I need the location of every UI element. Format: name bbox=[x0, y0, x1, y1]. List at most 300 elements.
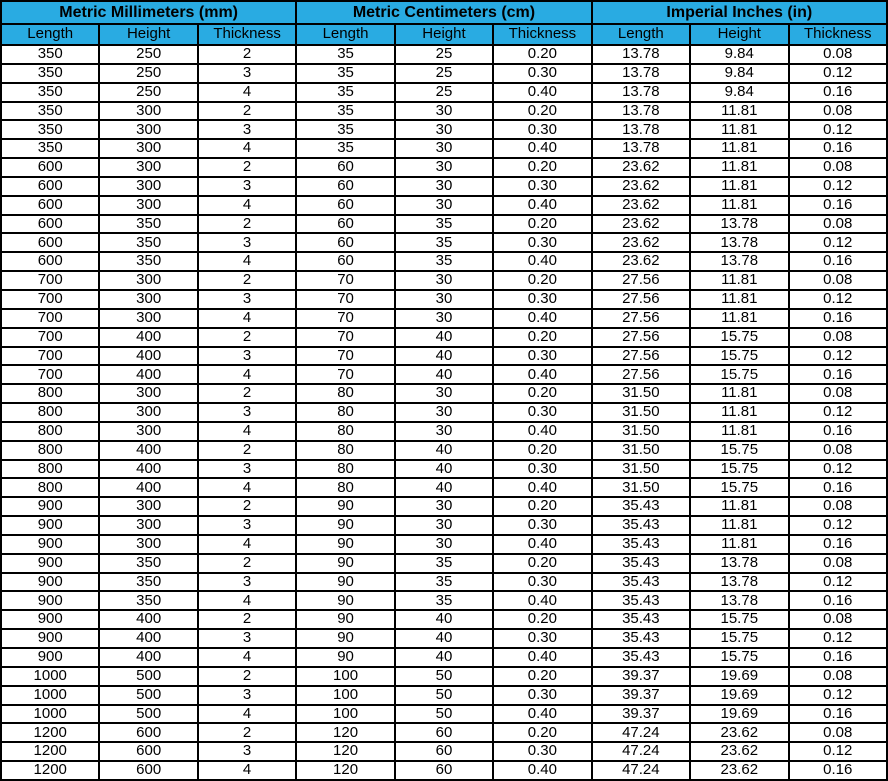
cell-mm-height: 300 bbox=[99, 422, 197, 441]
cell-in-height: 11.81 bbox=[690, 102, 788, 121]
cell-cm-thickness: 0.40 bbox=[493, 761, 591, 780]
cell-mm-length: 700 bbox=[1, 347, 99, 366]
cell-in-length: 13.78 bbox=[592, 139, 690, 158]
cell-mm-height: 250 bbox=[99, 64, 197, 83]
cell-in-thickness: 0.16 bbox=[789, 139, 888, 158]
cell-cm-height: 30 bbox=[395, 158, 493, 177]
cell-in-length: 31.50 bbox=[592, 403, 690, 422]
cell-in-thickness: 0.16 bbox=[789, 83, 888, 102]
table-row bbox=[1, 648, 887, 667]
cell-cm-thickness: 0.20 bbox=[493, 723, 591, 742]
cell-cm-thickness: 0.20 bbox=[493, 328, 591, 347]
cell-in-length: 27.56 bbox=[592, 271, 690, 290]
table-row bbox=[1, 723, 887, 742]
cell-mm-height: 500 bbox=[99, 705, 197, 724]
cell-mm-thickness: 4 bbox=[198, 422, 296, 441]
cell-in-thickness: 0.08 bbox=[789, 441, 888, 460]
cell-in-length: 35.43 bbox=[592, 573, 690, 592]
cell-in-thickness: 0.16 bbox=[789, 309, 888, 328]
cell-in-thickness: 0.12 bbox=[789, 64, 888, 83]
cell-cm-length: 60 bbox=[296, 215, 394, 234]
table-row bbox=[1, 347, 887, 366]
table-row bbox=[1, 83, 887, 102]
column-header-in-height: Height bbox=[690, 24, 788, 45]
cell-cm-length: 70 bbox=[296, 309, 394, 328]
cell-in-thickness: 0.12 bbox=[789, 290, 888, 309]
cell-cm-thickness: 0.30 bbox=[493, 233, 591, 252]
cell-cm-length: 90 bbox=[296, 535, 394, 554]
cell-mm-length: 900 bbox=[1, 535, 99, 554]
column-header-in-thickness: Thickness bbox=[789, 24, 888, 45]
cell-cm-thickness: 0.40 bbox=[493, 309, 591, 328]
cell-in-height: 11.81 bbox=[690, 309, 788, 328]
cell-cm-length: 90 bbox=[296, 591, 394, 610]
cell-in-thickness: 0.16 bbox=[789, 705, 888, 724]
cell-mm-length: 600 bbox=[1, 233, 99, 252]
cell-mm-height: 300 bbox=[99, 158, 197, 177]
cell-mm-thickness: 2 bbox=[198, 328, 296, 347]
table-row bbox=[1, 422, 887, 441]
cell-in-thickness: 0.08 bbox=[789, 271, 888, 290]
cell-cm-length: 80 bbox=[296, 460, 394, 479]
cell-in-thickness: 0.12 bbox=[789, 516, 888, 535]
cell-cm-height: 30 bbox=[395, 403, 493, 422]
cell-cm-length: 70 bbox=[296, 271, 394, 290]
cell-mm-length: 1200 bbox=[1, 723, 99, 742]
cell-cm-length: 90 bbox=[296, 629, 394, 648]
cell-cm-length: 35 bbox=[296, 64, 394, 83]
cell-cm-thickness: 0.30 bbox=[493, 177, 591, 196]
cell-in-length: 31.50 bbox=[592, 441, 690, 460]
cell-mm-height: 300 bbox=[99, 516, 197, 535]
group-header-metric-mm: Metric Millimeters (mm) bbox=[1, 1, 296, 24]
cell-in-height: 13.78 bbox=[690, 233, 788, 252]
cell-in-thickness: 0.16 bbox=[789, 422, 888, 441]
table-row bbox=[1, 196, 887, 215]
cell-in-thickness: 0.12 bbox=[789, 347, 888, 366]
table-row bbox=[1, 591, 887, 610]
cell-in-height: 23.62 bbox=[690, 761, 788, 780]
cell-cm-thickness: 0.30 bbox=[493, 686, 591, 705]
cell-cm-height: 50 bbox=[395, 667, 493, 686]
table-row bbox=[1, 554, 887, 573]
cell-mm-thickness: 3 bbox=[198, 629, 296, 648]
table-row bbox=[1, 742, 887, 761]
cell-mm-height: 400 bbox=[99, 365, 197, 384]
group-header-row bbox=[1, 1, 887, 24]
cell-cm-length: 90 bbox=[296, 497, 394, 516]
cell-mm-thickness: 2 bbox=[198, 271, 296, 290]
cell-cm-thickness: 0.20 bbox=[493, 497, 591, 516]
cell-in-thickness: 0.12 bbox=[789, 177, 888, 196]
cell-cm-length: 70 bbox=[296, 347, 394, 366]
cell-cm-length: 100 bbox=[296, 705, 394, 724]
table-row bbox=[1, 686, 887, 705]
cell-cm-height: 40 bbox=[395, 365, 493, 384]
cell-in-thickness: 0.12 bbox=[789, 686, 888, 705]
group-header-imperial-in: Imperial Inches (in) bbox=[592, 1, 887, 24]
cell-in-height: 11.81 bbox=[690, 290, 788, 309]
cell-mm-thickness: 2 bbox=[198, 554, 296, 573]
cell-cm-height: 30 bbox=[395, 139, 493, 158]
cell-in-thickness: 0.12 bbox=[789, 120, 888, 139]
cell-mm-length: 1200 bbox=[1, 761, 99, 780]
cell-in-length: 31.50 bbox=[592, 478, 690, 497]
cell-in-thickness: 0.12 bbox=[789, 742, 888, 761]
cell-cm-thickness: 0.40 bbox=[493, 196, 591, 215]
cell-in-height: 15.75 bbox=[690, 365, 788, 384]
cell-cm-height: 30 bbox=[395, 120, 493, 139]
cell-mm-length: 350 bbox=[1, 139, 99, 158]
cell-in-length: 35.43 bbox=[592, 516, 690, 535]
cell-cm-thickness: 0.20 bbox=[493, 271, 591, 290]
cell-in-height: 13.78 bbox=[690, 215, 788, 234]
cell-mm-thickness: 4 bbox=[198, 139, 296, 158]
cell-mm-thickness: 3 bbox=[198, 347, 296, 366]
cell-in-thickness: 0.16 bbox=[789, 365, 888, 384]
cell-mm-height: 350 bbox=[99, 573, 197, 592]
cell-cm-height: 25 bbox=[395, 64, 493, 83]
cell-mm-thickness: 3 bbox=[198, 233, 296, 252]
cell-mm-length: 700 bbox=[1, 290, 99, 309]
table-row bbox=[1, 629, 887, 648]
cell-mm-thickness: 4 bbox=[198, 591, 296, 610]
cell-mm-length: 350 bbox=[1, 102, 99, 121]
cell-in-height: 11.81 bbox=[690, 120, 788, 139]
cell-mm-thickness: 3 bbox=[198, 290, 296, 309]
cell-in-length: 39.37 bbox=[592, 667, 690, 686]
cell-in-length: 39.37 bbox=[592, 686, 690, 705]
cell-mm-length: 900 bbox=[1, 554, 99, 573]
cell-mm-thickness: 3 bbox=[198, 64, 296, 83]
cell-mm-length: 900 bbox=[1, 648, 99, 667]
cell-in-length: 31.50 bbox=[592, 460, 690, 479]
table-row bbox=[1, 705, 887, 724]
table-row bbox=[1, 271, 887, 290]
cell-cm-length: 80 bbox=[296, 478, 394, 497]
cell-in-length: 23.62 bbox=[592, 252, 690, 271]
cell-cm-length: 90 bbox=[296, 610, 394, 629]
cell-cm-length: 60 bbox=[296, 158, 394, 177]
cell-cm-height: 30 bbox=[395, 384, 493, 403]
cell-mm-height: 400 bbox=[99, 441, 197, 460]
cell-cm-thickness: 0.20 bbox=[493, 554, 591, 573]
cell-cm-height: 35 bbox=[395, 591, 493, 610]
cell-cm-length: 70 bbox=[296, 365, 394, 384]
cell-mm-thickness: 4 bbox=[198, 761, 296, 780]
cell-cm-length: 120 bbox=[296, 761, 394, 780]
cell-in-thickness: 0.08 bbox=[789, 215, 888, 234]
cell-cm-thickness: 0.30 bbox=[493, 347, 591, 366]
cell-in-height: 19.69 bbox=[690, 705, 788, 724]
cell-mm-height: 300 bbox=[99, 403, 197, 422]
cell-cm-height: 40 bbox=[395, 648, 493, 667]
cell-cm-height: 50 bbox=[395, 686, 493, 705]
cell-in-thickness: 0.16 bbox=[789, 252, 888, 271]
cell-in-height: 11.81 bbox=[690, 516, 788, 535]
cell-in-length: 47.24 bbox=[592, 742, 690, 761]
cell-in-length: 35.43 bbox=[592, 591, 690, 610]
cell-cm-length: 35 bbox=[296, 139, 394, 158]
cell-in-thickness: 0.16 bbox=[789, 591, 888, 610]
cell-cm-height: 60 bbox=[395, 742, 493, 761]
cell-cm-length: 120 bbox=[296, 742, 394, 761]
cell-cm-thickness: 0.20 bbox=[493, 215, 591, 234]
cell-cm-length: 120 bbox=[296, 723, 394, 742]
cell-in-height: 15.75 bbox=[690, 648, 788, 667]
cell-mm-length: 800 bbox=[1, 460, 99, 479]
cell-cm-thickness: 0.40 bbox=[493, 591, 591, 610]
cell-cm-height: 30 bbox=[395, 535, 493, 554]
cell-mm-height: 350 bbox=[99, 591, 197, 610]
cell-in-length: 13.78 bbox=[592, 64, 690, 83]
table-row bbox=[1, 328, 887, 347]
cell-cm-thickness: 0.20 bbox=[493, 45, 591, 64]
cell-mm-length: 900 bbox=[1, 610, 99, 629]
cell-cm-height: 60 bbox=[395, 723, 493, 742]
column-header-mm-height: Height bbox=[99, 24, 197, 45]
table-row bbox=[1, 535, 887, 554]
cell-mm-thickness: 2 bbox=[198, 45, 296, 64]
cell-mm-length: 800 bbox=[1, 384, 99, 403]
cell-in-length: 35.43 bbox=[592, 629, 690, 648]
cell-in-thickness: 0.12 bbox=[789, 403, 888, 422]
cell-cm-height: 30 bbox=[395, 196, 493, 215]
cell-cm-length: 90 bbox=[296, 648, 394, 667]
cell-cm-height: 30 bbox=[395, 497, 493, 516]
cell-in-thickness: 0.08 bbox=[789, 610, 888, 629]
cell-cm-height: 40 bbox=[395, 629, 493, 648]
cell-mm-height: 300 bbox=[99, 309, 197, 328]
cell-cm-thickness: 0.30 bbox=[493, 629, 591, 648]
cell-cm-thickness: 0.40 bbox=[493, 83, 591, 102]
cell-mm-thickness: 2 bbox=[198, 667, 296, 686]
cell-in-length: 27.56 bbox=[592, 309, 690, 328]
cell-cm-thickness: 0.30 bbox=[493, 290, 591, 309]
cell-in-length: 35.43 bbox=[592, 554, 690, 573]
cell-cm-thickness: 0.30 bbox=[493, 403, 591, 422]
cell-in-height: 19.69 bbox=[690, 686, 788, 705]
cell-mm-length: 800 bbox=[1, 422, 99, 441]
table-row bbox=[1, 384, 887, 403]
cell-in-thickness: 0.08 bbox=[789, 102, 888, 121]
cell-in-height: 11.81 bbox=[690, 384, 788, 403]
cell-mm-length: 700 bbox=[1, 365, 99, 384]
cell-mm-thickness: 3 bbox=[198, 460, 296, 479]
cell-cm-thickness: 0.20 bbox=[493, 441, 591, 460]
cell-mm-height: 250 bbox=[99, 45, 197, 64]
cell-cm-height: 60 bbox=[395, 761, 493, 780]
cell-in-height: 13.78 bbox=[690, 591, 788, 610]
cell-cm-length: 90 bbox=[296, 554, 394, 573]
cell-in-length: 13.78 bbox=[592, 83, 690, 102]
cell-cm-length: 60 bbox=[296, 177, 394, 196]
cell-mm-thickness: 2 bbox=[198, 384, 296, 403]
cell-cm-thickness: 0.20 bbox=[493, 102, 591, 121]
cell-in-length: 31.50 bbox=[592, 384, 690, 403]
cell-cm-thickness: 0.40 bbox=[493, 365, 591, 384]
cell-cm-thickness: 0.30 bbox=[493, 460, 591, 479]
cell-in-length: 27.56 bbox=[592, 328, 690, 347]
column-header-cm-thickness: Thickness bbox=[493, 24, 591, 45]
cell-mm-height: 300 bbox=[99, 139, 197, 158]
cell-in-height: 9.84 bbox=[690, 83, 788, 102]
cell-cm-length: 70 bbox=[296, 328, 394, 347]
cell-cm-thickness: 0.20 bbox=[493, 384, 591, 403]
cell-mm-thickness: 4 bbox=[198, 365, 296, 384]
cell-mm-length: 1200 bbox=[1, 742, 99, 761]
cell-in-length: 31.50 bbox=[592, 422, 690, 441]
cell-mm-height: 350 bbox=[99, 233, 197, 252]
cell-in-height: 15.75 bbox=[690, 441, 788, 460]
cell-mm-thickness: 4 bbox=[198, 648, 296, 667]
cell-in-length: 27.56 bbox=[592, 347, 690, 366]
table-row bbox=[1, 252, 887, 271]
cell-mm-length: 900 bbox=[1, 497, 99, 516]
cell-cm-height: 35 bbox=[395, 233, 493, 252]
cell-in-thickness: 0.12 bbox=[789, 629, 888, 648]
cell-mm-length: 600 bbox=[1, 215, 99, 234]
cell-in-height: 11.81 bbox=[690, 196, 788, 215]
cell-in-height: 15.75 bbox=[690, 629, 788, 648]
table-row bbox=[1, 45, 887, 64]
cell-mm-height: 400 bbox=[99, 629, 197, 648]
cell-mm-length: 900 bbox=[1, 629, 99, 648]
table-row bbox=[1, 460, 887, 479]
cell-cm-thickness: 0.30 bbox=[493, 516, 591, 535]
cell-mm-height: 500 bbox=[99, 667, 197, 686]
cell-mm-height: 350 bbox=[99, 215, 197, 234]
cell-mm-height: 350 bbox=[99, 252, 197, 271]
cell-mm-height: 300 bbox=[99, 177, 197, 196]
cell-mm-length: 900 bbox=[1, 516, 99, 535]
cell-in-height: 15.75 bbox=[690, 610, 788, 629]
cell-mm-height: 400 bbox=[99, 478, 197, 497]
cell-cm-length: 80 bbox=[296, 403, 394, 422]
table-row bbox=[1, 120, 887, 139]
cell-mm-thickness: 3 bbox=[198, 516, 296, 535]
cell-in-thickness: 0.12 bbox=[789, 573, 888, 592]
table-row bbox=[1, 365, 887, 384]
cell-in-height: 11.81 bbox=[690, 139, 788, 158]
cell-cm-thickness: 0.30 bbox=[493, 742, 591, 761]
cell-mm-thickness: 2 bbox=[198, 158, 296, 177]
table-row bbox=[1, 177, 887, 196]
cell-in-thickness: 0.08 bbox=[789, 667, 888, 686]
cell-cm-thickness: 0.40 bbox=[493, 705, 591, 724]
cell-in-length: 13.78 bbox=[592, 45, 690, 64]
cell-cm-length: 35 bbox=[296, 120, 394, 139]
cell-cm-height: 25 bbox=[395, 45, 493, 64]
cell-in-thickness: 0.08 bbox=[789, 497, 888, 516]
cell-mm-height: 400 bbox=[99, 648, 197, 667]
cell-cm-length: 35 bbox=[296, 45, 394, 64]
table-row bbox=[1, 403, 887, 422]
cell-in-height: 11.81 bbox=[690, 403, 788, 422]
table-row bbox=[1, 309, 887, 328]
cell-cm-length: 70 bbox=[296, 290, 394, 309]
cell-in-height: 13.78 bbox=[690, 573, 788, 592]
cell-in-height: 11.81 bbox=[690, 177, 788, 196]
cell-mm-thickness: 3 bbox=[198, 403, 296, 422]
cell-mm-length: 700 bbox=[1, 271, 99, 290]
column-header-in-length: Length bbox=[592, 24, 690, 45]
cell-cm-length: 80 bbox=[296, 441, 394, 460]
cell-in-height: 11.81 bbox=[690, 158, 788, 177]
column-header-mm-length: Length bbox=[1, 24, 99, 45]
table-row bbox=[1, 290, 887, 309]
cell-in-thickness: 0.08 bbox=[789, 328, 888, 347]
cell-in-length: 47.24 bbox=[592, 761, 690, 780]
cell-mm-thickness: 2 bbox=[198, 441, 296, 460]
cell-in-length: 23.62 bbox=[592, 177, 690, 196]
column-header-row bbox=[1, 24, 887, 45]
table-row bbox=[1, 667, 887, 686]
cell-in-thickness: 0.12 bbox=[789, 233, 888, 252]
table-body bbox=[1, 45, 887, 780]
cell-cm-height: 30 bbox=[395, 309, 493, 328]
cell-mm-height: 300 bbox=[99, 290, 197, 309]
cell-mm-thickness: 4 bbox=[198, 535, 296, 554]
cell-in-height: 15.75 bbox=[690, 460, 788, 479]
cell-in-length: 23.62 bbox=[592, 196, 690, 215]
cell-in-thickness: 0.08 bbox=[789, 554, 888, 573]
cell-mm-thickness: 3 bbox=[198, 742, 296, 761]
cell-cm-height: 30 bbox=[395, 422, 493, 441]
cell-mm-height: 300 bbox=[99, 384, 197, 403]
cell-cm-thickness: 0.20 bbox=[493, 158, 591, 177]
cell-in-thickness: 0.08 bbox=[789, 45, 888, 64]
cell-mm-length: 900 bbox=[1, 591, 99, 610]
cell-cm-height: 25 bbox=[395, 83, 493, 102]
cell-in-thickness: 0.08 bbox=[789, 384, 888, 403]
cell-cm-height: 35 bbox=[395, 554, 493, 573]
cell-mm-thickness: 2 bbox=[198, 723, 296, 742]
cell-mm-height: 300 bbox=[99, 535, 197, 554]
cell-mm-thickness: 4 bbox=[198, 705, 296, 724]
cell-in-height: 13.78 bbox=[690, 554, 788, 573]
cell-in-height: 11.81 bbox=[690, 422, 788, 441]
cell-mm-length: 600 bbox=[1, 252, 99, 271]
cell-cm-length: 60 bbox=[296, 252, 394, 271]
cell-mm-height: 350 bbox=[99, 554, 197, 573]
cell-mm-length: 350 bbox=[1, 45, 99, 64]
cell-in-thickness: 0.16 bbox=[789, 196, 888, 215]
cell-mm-thickness: 3 bbox=[198, 573, 296, 592]
cell-mm-thickness: 3 bbox=[198, 120, 296, 139]
cell-in-thickness: 0.12 bbox=[789, 460, 888, 479]
cell-cm-length: 35 bbox=[296, 102, 394, 121]
cell-cm-length: 90 bbox=[296, 573, 394, 592]
table-row bbox=[1, 497, 887, 516]
cell-cm-length: 60 bbox=[296, 196, 394, 215]
cell-cm-thickness: 0.40 bbox=[493, 252, 591, 271]
cell-mm-length: 600 bbox=[1, 177, 99, 196]
cell-in-length: 23.62 bbox=[592, 233, 690, 252]
cell-cm-length: 80 bbox=[296, 384, 394, 403]
cell-in-length: 35.43 bbox=[592, 648, 690, 667]
cell-cm-height: 30 bbox=[395, 177, 493, 196]
cell-cm-length: 35 bbox=[296, 83, 394, 102]
cell-cm-thickness: 0.30 bbox=[493, 573, 591, 592]
cell-mm-thickness: 2 bbox=[198, 610, 296, 629]
cell-in-height: 11.81 bbox=[690, 271, 788, 290]
cell-in-length: 23.62 bbox=[592, 215, 690, 234]
cell-cm-height: 35 bbox=[395, 573, 493, 592]
group-header-metric-cm: Metric Centimeters (cm) bbox=[296, 1, 591, 24]
cell-mm-thickness: 3 bbox=[198, 177, 296, 196]
cell-in-thickness: 0.16 bbox=[789, 478, 888, 497]
